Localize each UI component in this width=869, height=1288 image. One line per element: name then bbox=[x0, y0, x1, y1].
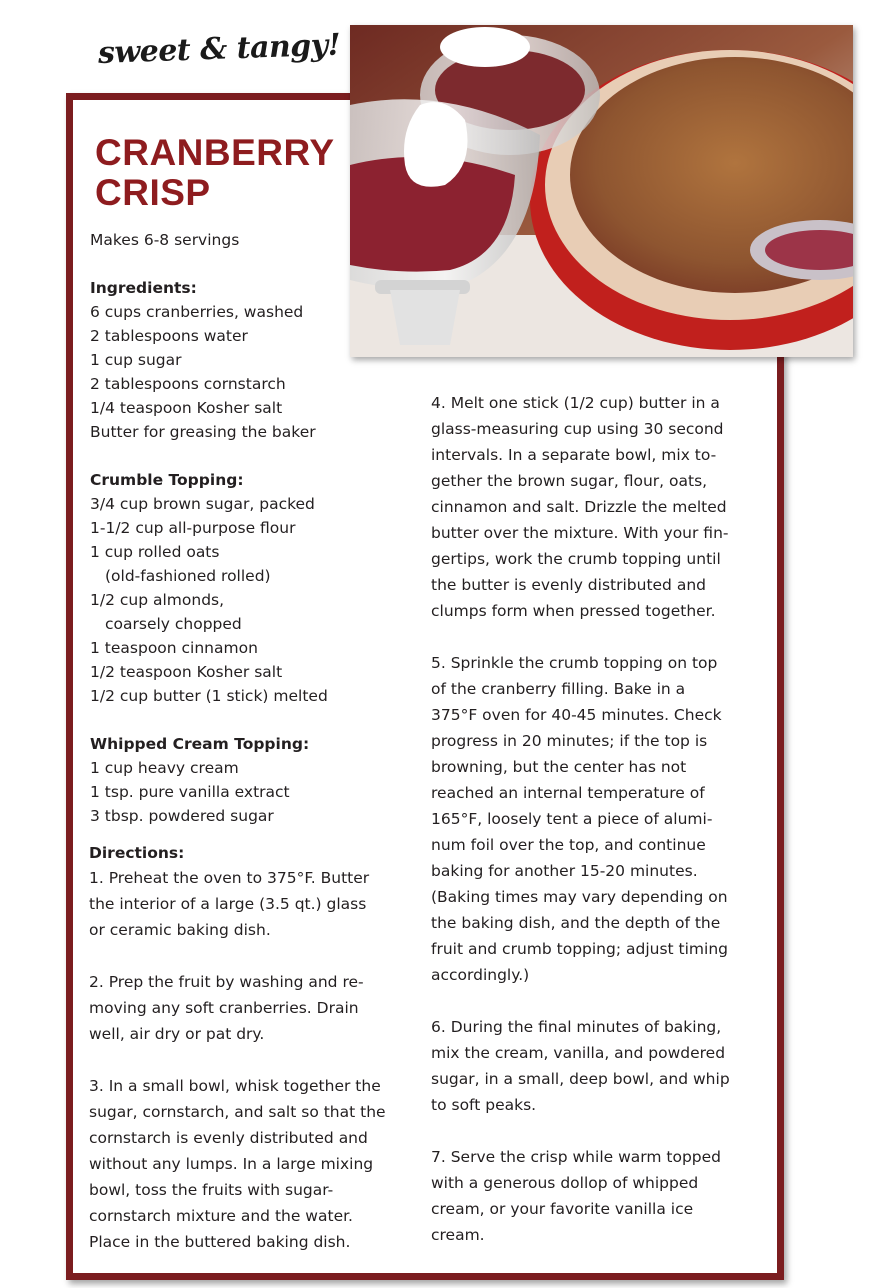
whipped-item: 1 tsp. pure vanilla extract bbox=[90, 783, 290, 801]
direction-step: 2. Prep the fruit by washing and re- moving any soft cranberries. Drain well, air dry or pat dry. bbox=[89, 973, 364, 1043]
directions-column-left bbox=[89, 865, 414, 1281]
ingredient-item: 2 tablespoons cornstarch bbox=[90, 375, 286, 393]
crumble-item: 1 teaspoon cinnamon bbox=[90, 639, 258, 657]
whipped-item: 3 tbsp. powdered sugar bbox=[90, 807, 274, 825]
crumble-item: (old-fashioned rolled) bbox=[105, 567, 271, 585]
ingredient-item: 1 cup sugar bbox=[90, 351, 182, 369]
servings-text: Makes 6-8 servings bbox=[90, 231, 240, 249]
cranberry-crisp-photo bbox=[350, 25, 853, 357]
direction-step: 3. In a small bowl, whisk together the sugar, cornstarch, and salt so that the cornstarch is evenly distributed and without any lumps. In a large mixing bowl, toss the fruits with sugar- cornstarch mixture and the water. Place in the buttered baking dish. bbox=[89, 1077, 386, 1251]
title-line-2: CRISP bbox=[95, 172, 211, 213]
crumble-item: coarsely chopped bbox=[105, 615, 242, 633]
crumble-item: 1-1/2 cup all-purpose flour bbox=[90, 519, 296, 537]
title-line-1: CRANBERRY bbox=[95, 132, 335, 173]
recipe-title bbox=[95, 133, 335, 213]
direction-step: 4. Melt one stick (1/2 cup) butter in a glass-measuring cup using 30 second intervals. In a separate bowl, mix to- gether the brown sugar, flour, oats, cinnamon and salt. Drizzle the melted butter over the mixture. With your fin- gertips, work the crumb topping until the butter is evenly distributed and clumps form when pressed together. bbox=[431, 394, 729, 620]
crumble-heading: Crumble Topping: bbox=[90, 471, 244, 489]
ingredient-item: 1/4 teaspoon Kosher salt bbox=[90, 399, 283, 417]
ingredient-item: Butter for greasing the baker bbox=[90, 423, 316, 441]
direction-step: 6. During the final minutes of baking, mix the cream, vanilla, and powdered sugar, in a small, deep bowl, and whip to soft peaks. bbox=[431, 1018, 730, 1114]
whipped-item: 1 cup heavy cream bbox=[90, 759, 239, 777]
crumble-item: 3/4 cup brown sugar, packed bbox=[90, 495, 315, 513]
directions-heading: Directions: bbox=[89, 844, 185, 862]
crumble-item: 1/2 teaspoon Kosher salt bbox=[90, 663, 283, 681]
ingredient-item: 6 cups cranberries, washed bbox=[90, 303, 304, 321]
ingredients-column bbox=[90, 228, 410, 828]
directions-column-right bbox=[431, 390, 761, 1274]
direction-step: 1. Preheat the oven to 375°F. Butter the interior of a large (3.5 qt.) glass or ceramic baking dish. bbox=[89, 869, 370, 939]
ingredients-heading: Ingredients: bbox=[90, 279, 197, 297]
crumble-item: 1/2 cup almonds, bbox=[90, 591, 225, 609]
crumble-item: 1 cup rolled oats bbox=[90, 543, 220, 561]
ingredient-item: 2 tablespoons water bbox=[90, 327, 248, 345]
crumble-item: 1/2 cup butter (1 stick) melted bbox=[90, 687, 328, 705]
whipped-heading: Whipped Cream Topping: bbox=[90, 735, 310, 753]
direction-step: 5. Sprinkle the crumb topping on top of the cranberry filling. Bake in a 375°F oven for 40-45 minutes. Check progress in 20 minutes; if the top is browning, but the center has not reached an internal temperature of 165°F, loosely tent a piece of alumi- num foil over the top, and continue baking for another 15-20 minutes. (Baking times may vary depending on the baking dish, and the depth of the fruit and crumb topping; adjust timing accordingly.) bbox=[431, 654, 728, 984]
tagline: sweet & tangy! bbox=[97, 27, 341, 71]
direction-step: 7. Serve the crisp while warm topped with a generous dollop of whipped cream, or your favorite vanilla ice cream. bbox=[431, 1148, 721, 1244]
